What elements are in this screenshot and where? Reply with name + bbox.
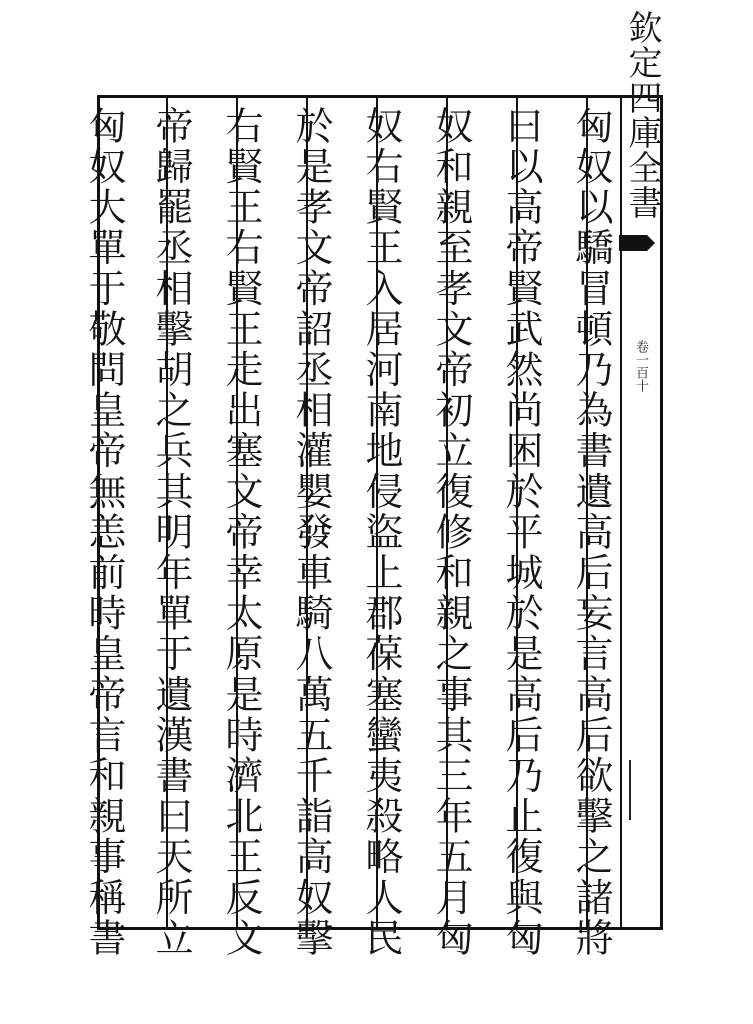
column-text: 匈奴以驕冒頓乃為書遺高后妄言高后欲擊之諸將 [569,106,613,959]
column-text: 右賢王右賢王走出塞文帝幸太原是時濟北王反文 [219,106,263,959]
column-text: 奴和親至孝文帝初立復修和親之事其三年五月匈 [429,106,473,959]
volume-label: 卷一百十 [633,340,648,392]
text-column-6 [217,106,265,959]
text-column-4 [357,106,405,959]
text-frame [82,95,663,959]
column-text: 匈奴大單于敬問皇帝無恙前時皇帝言和親事稱書 [82,106,126,959]
text-column-3 [427,106,475,959]
fishtail-mark [619,235,659,251]
edge-mark [629,760,639,820]
text-column-2 [497,106,545,959]
column-text: 奴右賢王入居河南地侵盜上郡葆塞蠻夷殺略人民 [359,106,403,959]
text-column-8 [80,106,128,959]
text-column-5 [287,106,335,959]
text-column-1 [567,106,615,959]
column-text: 於是孝文帝詔丞相灌嬰發車騎八萬五千詣高奴擊 [289,106,333,959]
book-title: 欽定四庫全書 [622,10,662,220]
text-column-7 [147,106,195,959]
margin-column [619,0,663,835]
column-text: 曰以高帝賢武然尚困於平城於是高后乃止復與匈 [499,106,543,959]
column-text: 帝歸罷丞相擊胡之兵其明年單于遺漢書曰天所立 [149,106,193,959]
